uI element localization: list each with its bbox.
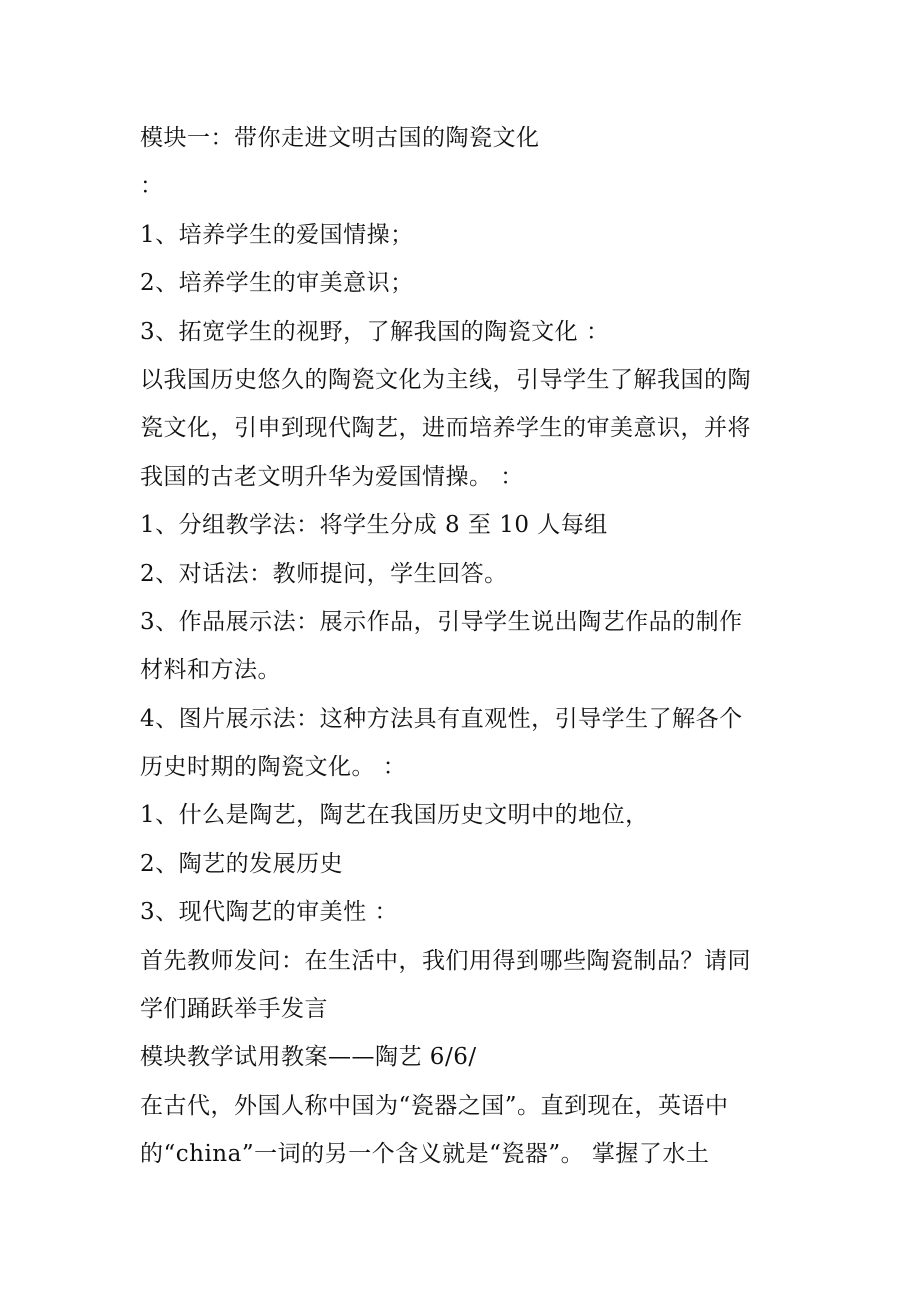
text-line: 在古代，外国人称中国为“瓷器之国”。直到现在，英语中 — [140, 1092, 729, 1119]
text-line: 4、图片展示法：这种方法具有直观性，引导学生了解各个 — [140, 705, 743, 732]
text-line: 材料和方法。 — [140, 657, 281, 684]
text-line: 我国的古老文明升华为爱国情操。 ： — [140, 463, 524, 490]
text-line: 3、现代陶艺的审美性 ： — [140, 899, 398, 926]
text-line: 2、对话法：教师提问，学生回答。 — [140, 560, 508, 587]
text-line: 历史时期的陶瓷文化。 ： — [140, 754, 407, 781]
text-line: 1、分组教学法：将学生分成 8 至 10 人每组 — [140, 512, 608, 539]
text-line: 以我国历史悠久的陶瓷文化为主线，引导学生了解我国的陶 — [140, 366, 751, 393]
text-line: 的“china”一词的另一个含义就是“瓷器”。 掌握了水土 — [140, 1141, 710, 1168]
module-title: 模块一：带你走进文明古国的陶瓷文化 — [140, 125, 540, 151]
text-line: 首先教师发问：在生活中，我们用得到哪些陶瓷制品？请同 — [140, 947, 751, 974]
text-line: 学们踊跃举手发言 — [140, 996, 328, 1023]
text-line: 瓷文化，引申到现代陶艺，进而培养学生的审美意识，并将 — [140, 415, 751, 442]
text-line: 3、作品展示法：展示作品，引导学生说出陶艺作品的制作 — [140, 608, 743, 635]
text-line: 2、陶艺的发展历史 — [140, 850, 344, 877]
text-line: 3、拓宽学生的视野，了解我国的陶瓷文化 ： — [140, 318, 610, 345]
document-body — [140, 114, 785, 1179]
text-line: 1、培养学生的爱国情操； — [140, 221, 414, 248]
text-line: 2、培养学生的审美意识； — [140, 270, 414, 297]
text-line: ： — [140, 173, 164, 200]
text-line: 1、什么是陶艺，陶艺在我国历史文明中的地位， — [140, 802, 649, 829]
section-heading: 模块教学试用教案——陶艺 6/6/ — [140, 1044, 477, 1071]
